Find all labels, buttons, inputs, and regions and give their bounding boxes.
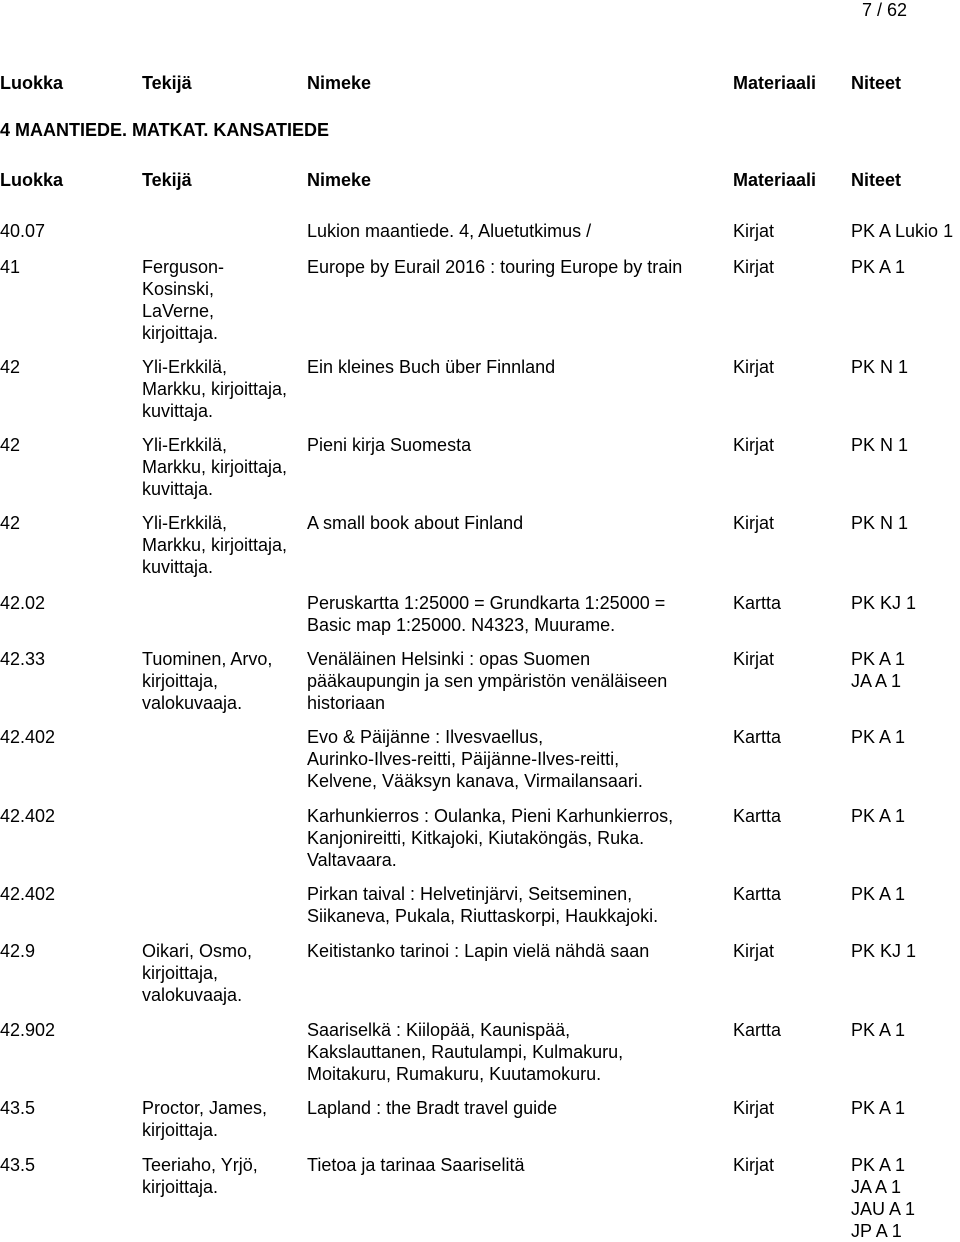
cell-nimeke-line: Evo & Päijänne : Ilvesvaellus, [307,727,544,747]
cell-niteet [851,256,905,278]
cell-tekija-line: kuvittaja. [142,401,214,421]
cell-niteet [851,356,908,378]
cell-luokka: 43.5 [0,1155,36,1175]
cell-tekija-line: kirjoittaja. [142,1177,219,1197]
cell-nimeke [307,592,665,636]
cell-luokka: 42.402 [0,884,56,904]
cell-nimeke-line: Basic map 1:25000. N4323, Muurame. [307,615,616,635]
cell-tekija-line: Markku, kirjoittaja, [142,457,288,477]
header-materiaali: Materiaali [733,73,817,93]
cell-nimeke-line: Venäläinen Helsinki : opas Suomen [307,649,591,669]
section-title: 4 MAANTIEDE. MATKAT. KANSATIEDE [0,120,330,140]
cell-materiaali: Kirjat [733,649,775,669]
cell-nimeke-line: pääkaupungin ja sen ympäristön venäläiseen [307,671,668,691]
cell-materiaali: Kartta [733,593,782,613]
cell-tekija-line: Yli-Erkkilä, [142,357,228,377]
cell-niteet-line: JAU A 1 [851,1199,916,1219]
cell-nimeke-line: Valtavaara. [307,850,397,870]
cell-luokka: 42 [0,513,21,533]
cell-nimeke-line: historiaan [307,693,386,713]
cell-niteet [851,883,905,905]
cell-nimeke-line: Kanjonireitti, Kitkajoki, Kiutaköngäs, Ruka. [307,828,645,848]
cell-niteet-line: PK A 1 [851,806,906,826]
cell-niteet-line: PK A 1 [851,884,906,904]
cell-niteet-line: PK A 1 [851,257,906,277]
cell-tekija-line: Oikari, Osmo, [142,941,253,961]
cell-tekija-line: Markku, kirjoittaja, [142,535,288,555]
cell-nimeke [307,940,649,962]
header-niteet: Niteet [851,170,902,190]
cell-tekija-line: kirjoittaja. [142,323,219,343]
cell-nimeke [307,805,673,871]
cell-tekija [142,940,252,1006]
cell-tekija-line: Tuominen, Arvo, [142,649,273,669]
cell-luokka: 41 [0,257,21,277]
header-nimeke: Nimeke [307,170,372,190]
cell-materiaali: Kartta [733,884,782,904]
cell-nimeke-line: Keitistanko tarinoi : Lapin vielä nähdä saan [307,941,650,961]
cell-nimeke [307,434,471,456]
cell-tekija-line: kirjoittaja. [142,1120,219,1140]
cell-niteet-line: PK A 1 [851,1155,906,1175]
cell-tekija [142,256,224,344]
cell-luokka: 40.07 [0,221,46,241]
cell-niteet-line: PK A 1 [851,727,906,747]
cell-niteet [851,434,908,456]
cell-niteet-line: JA A 1 [851,671,902,691]
cell-niteet-line: PK N 1 [851,357,909,377]
cell-tekija-line: kuvittaja. [142,557,214,577]
cell-niteet-line: PK N 1 [851,435,909,455]
cell-nimeke-line: Peruskartta 1:25000 = Grundkarta 1:25000 = [307,593,666,613]
cell-niteet [851,940,916,962]
header-tekija: Tekijä [142,73,192,93]
cell-materiaali: Kirjat [733,435,775,455]
cell-materiaali: Kartta [733,1020,782,1040]
header-niteet: Niteet [851,73,902,93]
header-tekija: Tekijä [142,170,192,190]
cell-nimeke-line: Kelvene, Vääksyn kanava, Virmailansaari. [307,771,643,791]
cell-tekija-line: valokuvaaja. [142,693,243,713]
page-number: 7 / 62 [862,0,908,20]
cell-tekija-line: Yli-Erkkilä, [142,435,228,455]
cell-niteet-line: PK A 1 [851,1020,906,1040]
cell-niteet-line: PK N 1 [851,513,909,533]
cell-tekija-line: kirjoittaja, [142,671,219,691]
cell-tekija [142,512,287,578]
cell-nimeke-line: Siikaneva, Pukala, Riuttaskorpi, Haukkajoki. [307,906,659,926]
cell-nimeke-line: Karhunkierros : Oulanka, Pieni Karhunkierros, [307,806,674,826]
cell-nimeke [307,648,667,714]
cell-nimeke [307,1097,557,1119]
cell-niteet [851,1019,905,1041]
cell-materiaali: Kirjat [733,1098,775,1118]
cell-materiaali: Kartta [733,806,782,826]
cell-tekija-line: Ferguson- [142,257,225,277]
cell-niteet [851,1154,915,1242]
cell-tekija-line: LaVerne, [142,301,215,321]
cell-materiaali: Kartta [733,727,782,747]
cell-nimeke [307,356,555,378]
header-nimeke: Nimeke [307,73,372,93]
cell-tekija-line: kuvittaja. [142,479,214,499]
cell-luokka: 43.5 [0,1098,36,1118]
cell-nimeke [307,1019,623,1085]
cell-niteet [851,220,953,242]
cell-materiaali: Kirjat [733,257,775,277]
cell-luokka: 42.9 [0,941,36,961]
cell-luokka: 42 [0,357,21,377]
cell-luokka: 42.402 [0,727,56,747]
cell-nimeke [307,883,658,927]
cell-tekija-line: Kosinski, [142,279,215,299]
cell-niteet [851,592,916,614]
cell-materiaali: Kirjat [733,357,775,377]
cell-tekija-line: Yli-Erkkilä, [142,513,228,533]
cell-nimeke [307,256,682,278]
cell-nimeke [307,1154,524,1176]
cell-tekija-line: Proctor, James, [142,1098,268,1118]
header-luokka: Luokka [0,73,64,93]
cell-tekija [142,434,287,500]
cell-nimeke [307,512,523,534]
cell-luokka: 42.902 [0,1020,56,1040]
cell-materiaali: Kirjat [733,221,775,241]
cell-niteet [851,648,905,692]
cell-nimeke-line: Lukion maantiede. 4, Aluetutkimus / [307,221,592,241]
cell-tekija [142,648,272,714]
cell-niteet [851,1097,905,1119]
cell-luokka: 42.33 [0,649,46,669]
cell-nimeke-line: Moitakuru, Rumakuru, Kuutamokuru. [307,1064,602,1084]
cell-niteet-line: PK A 1 [851,1098,906,1118]
cell-tekija-line: Markku, kirjoittaja, [142,379,288,399]
cell-nimeke-line: A small book about Finland [307,513,524,533]
cell-niteet [851,726,905,748]
cell-tekija [142,1097,267,1141]
cell-niteet [851,805,905,827]
cell-luokka: 42 [0,435,21,455]
cell-niteet-line: PK KJ 1 [851,593,917,613]
cell-luokka: 42.402 [0,806,56,826]
cell-nimeke-line: Lapland : the Bradt travel guide [307,1098,558,1118]
cell-nimeke-line: Kakslauttanen, Rautulampi, Kulmakuru, [307,1042,624,1062]
cell-materiaali: Kirjat [733,941,775,961]
cell-nimeke [307,726,643,792]
cell-materiaali: Kirjat [733,513,775,533]
cell-niteet-line: PK A 1 [851,649,906,669]
cell-tekija [142,356,287,422]
cell-niteet-line: JP A 1 [851,1221,902,1241]
cell-niteet [851,512,908,534]
cell-niteet-line: PK A Lukio 1 [851,221,954,241]
header-materiaali: Materiaali [733,170,817,190]
cell-luokka: 42.02 [0,593,46,613]
cell-nimeke [307,220,591,242]
cell-niteet-line: PK KJ 1 [851,941,917,961]
cell-tekija-line: valokuvaaja. [142,985,243,1005]
cell-tekija-line: Teeriaho, Yrjö, [142,1155,258,1175]
cell-nimeke-line: Europe by Eurail 2016 : touring Europe by train [307,257,683,277]
header-luokka: Luokka [0,170,64,190]
cell-nimeke-line: Tietoa ja tarinaa Saariselitä [307,1155,525,1175]
cell-nimeke-line: Aurinko-Ilves-reitti, Päijänne-Ilves-reitti, [307,749,620,769]
cell-nimeke-line: Ein kleines Buch über Finnland [307,357,556,377]
cell-materiaali: Kirjat [733,1155,775,1175]
cell-tekija-line: kirjoittaja, [142,963,219,983]
cell-niteet-line: JA A 1 [851,1177,902,1197]
cell-tekija [142,1154,258,1198]
cell-nimeke-line: Pieni kirja Suomesta [307,435,472,455]
cell-nimeke-line: Pirkan taival : Helvetinjärvi, Seitseminen, [307,884,633,904]
cell-nimeke-line: Saariselkä : Kiilopää, Kaunispää, [307,1020,571,1040]
